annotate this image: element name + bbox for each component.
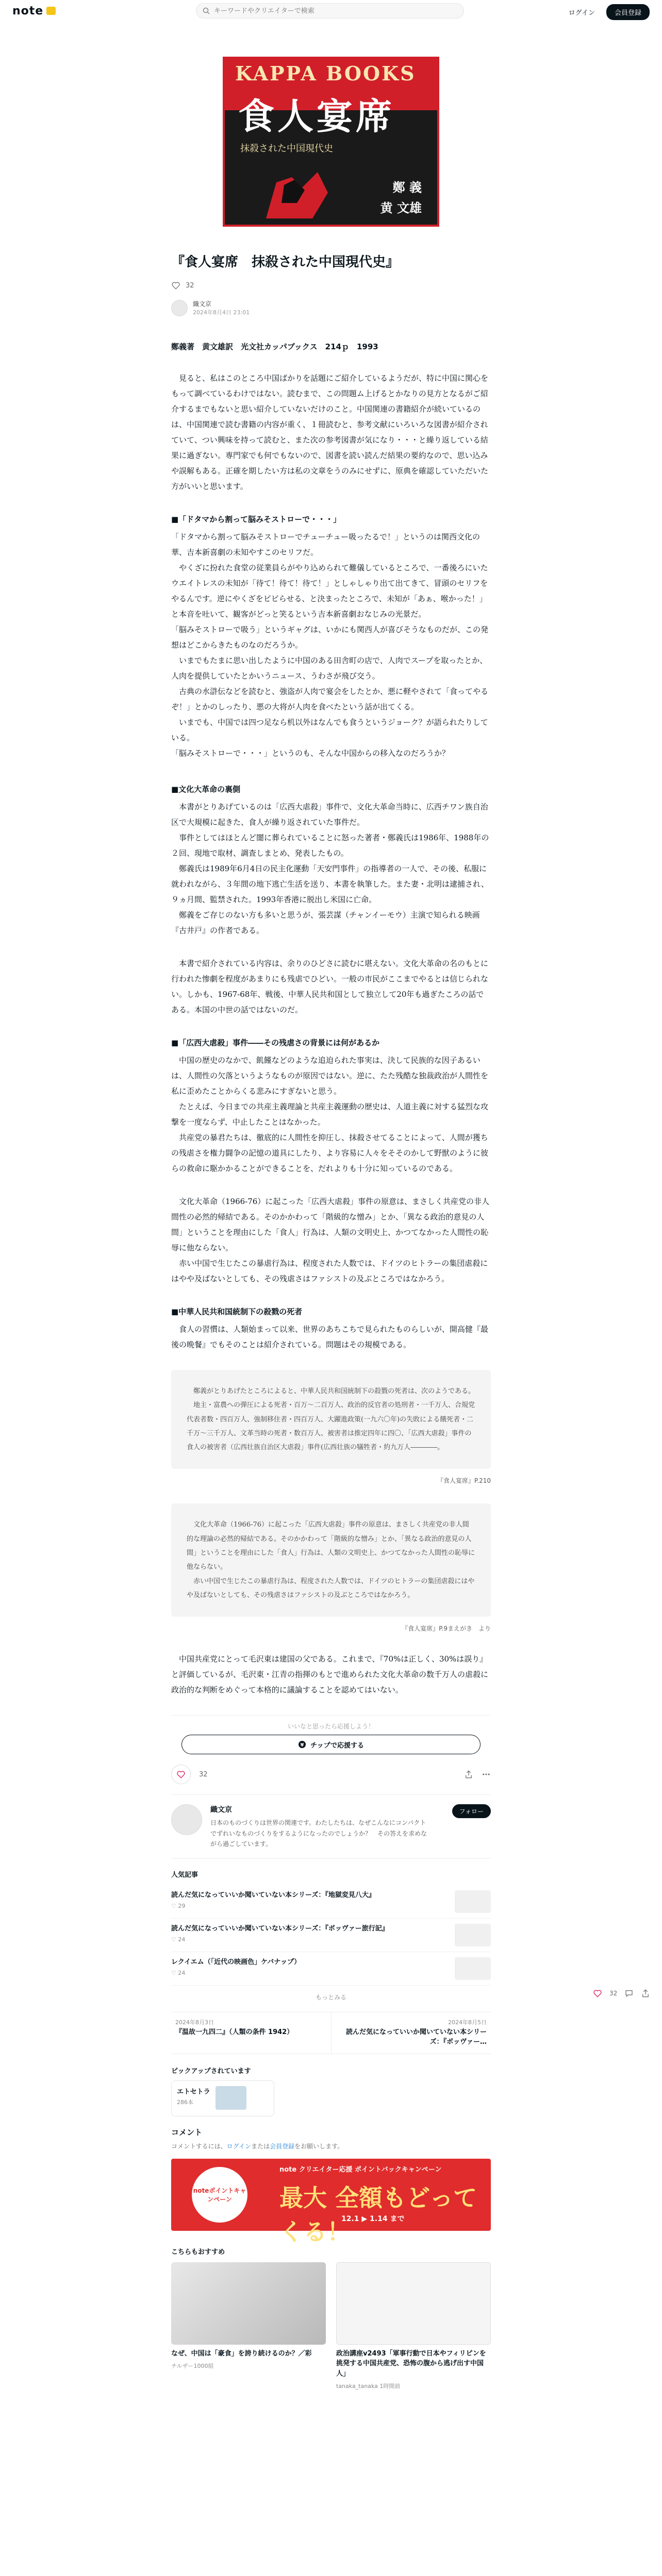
cover-title: 食人宴席 bbox=[238, 95, 395, 138]
pickup-card[interactable] bbox=[171, 2080, 274, 2116]
note-logo[interactable] bbox=[12, 5, 56, 18]
logo-text: note bbox=[12, 4, 44, 18]
search-box[interactable] bbox=[196, 3, 464, 19]
next-article-link[interactable] bbox=[331, 2012, 491, 2054]
section-heading-2: ■文化大革命の裏側 bbox=[171, 785, 241, 794]
svg-text:¥: ¥ bbox=[300, 1742, 304, 1749]
signup-button[interactable]: 会員登録 bbox=[606, 4, 650, 20]
author-card-name[interactable]: 織文京 bbox=[210, 1806, 232, 1815]
next-article-title: 読んだ気になっていいか聞いていない本シリーズ：『ボッヴァー… bbox=[345, 2028, 487, 2046]
float-share-icon[interactable] bbox=[641, 1989, 650, 1998]
comments-login-link[interactable]: ログイン bbox=[226, 2142, 252, 2150]
action-like-count: 32 bbox=[199, 1770, 208, 1778]
popular-item-likes: ♡ 24 bbox=[171, 1969, 186, 1976]
more-link[interactable]: もっとみる bbox=[315, 1994, 346, 2002]
section-heading-1: ■「ドタマから割って脳みそストローで・・・」 bbox=[171, 515, 341, 524]
heart-mini-icon: ♡ bbox=[171, 1936, 178, 1943]
paragraph-cultural-revolution: 本書がとりあげているのは「広西大虐殺」事件で、文化大革命当時に、広西チワン族自治区で大規模に起きた、食人が繰り返されていた事件だ。 事件としてはほとんど闇に葬られていることに怒った著者・鄭義氏は1986年、1988年の２回、現地で取材、調査しまとめ、発表したもの。 鄭義氏は1989年6月4日の民主化運動「天安門事件」の指導者の一人で、その後、私服に就われながら、３年間の地下逃亡生活を送り、本書を執筆した。また妻・北明は逮捕され、９ヵ月間、監禁された。1993年香港に脱出し米国に亡命。 鄭義をご存じのない方も多いと思うが、張芸謀（チャンイーモウ）主演で知られる映画『古井戸』の作者である。 bbox=[171, 802, 489, 935]
banner-circle: noteポイントキャンペーン bbox=[192, 2167, 247, 2223]
popular-item-likes: ♡ 29 bbox=[171, 1902, 186, 1909]
author-avatar[interactable] bbox=[171, 300, 188, 316]
cover-author-2: 黄 文雄 bbox=[380, 200, 422, 215]
comments-title: コメント bbox=[171, 2127, 203, 2137]
recommend-card[interactable] bbox=[336, 2262, 491, 2391]
comments-prompt: コメントするには、ログインまたは会員登録をお願いします。 bbox=[171, 2142, 344, 2150]
recommend-card[interactable] bbox=[171, 2262, 326, 2391]
author-card-avatar[interactable] bbox=[171, 1804, 202, 1835]
comments-signup-link[interactable]: 会員登録 bbox=[270, 2142, 295, 2150]
list-item[interactable] bbox=[171, 1885, 491, 1919]
follow-button[interactable]: フォロー bbox=[452, 1804, 491, 1818]
like-button[interactable] bbox=[171, 1765, 191, 1784]
pickup-thumb bbox=[216, 2086, 246, 2110]
banner-top-text: note クリエイター応援 ポイントバックキャンペーン bbox=[279, 2165, 442, 2174]
like-count: 32 bbox=[186, 281, 194, 290]
recommend-title: こちらもおすすめ bbox=[171, 2248, 225, 2256]
recommend-thumb bbox=[336, 2262, 491, 2345]
tip-icon bbox=[298, 1740, 306, 1749]
popular-title: 人気記事 bbox=[171, 1871, 198, 1879]
recommend-author: tanaka_tanaka 1時間前 bbox=[336, 2383, 401, 2390]
popular-item-thumb bbox=[455, 1890, 491, 1913]
float-heart-icon[interactable] bbox=[593, 1989, 602, 1998]
quote-source-2: 『食人宴席』P.9まえがき より bbox=[402, 1625, 491, 1633]
popular-item-title: 読んだ気になっていいか聞いていない本シリーズ：『地獄変見八大』 bbox=[171, 1891, 375, 1900]
article-meta bbox=[171, 281, 491, 290]
logo-badge-icon bbox=[46, 7, 56, 15]
cover-fist-art bbox=[256, 162, 333, 224]
pickup-count: 286本 bbox=[177, 2098, 193, 2106]
paragraph-conclusion: 中国共産党にとって毛沢東は建国の父である。これまで、『70%は正しく、30%は誤り』と評価しているが、毛沢東・江青の指揮のもとで進められた文化大革命の数千万人の虐殺に政治的な判断をめぐって本格的に議論することを認めてはいない。 bbox=[171, 1654, 489, 1695]
quote-block-2: 文化大革命（1966-76）に起こった「広西大虐殺」事件の原意は、まさしく共産党の非人間的な理論の必然的帰結である。そのかかわって「階級的な憎み」とか、「異なる政治的意見の人間」ということを理由にした「食人」行為は、人類の文明史上、かつてなかった人間性の恥辱に他ならない。 赤い中国で生じたこの暴虐行為は、程度された人数では、ドイツのヒトラーの集団虐殺にはやや及ばないとしても、その残虐さはファシストの及ぶところではなかろう。 bbox=[171, 1503, 491, 1617]
popular-list bbox=[171, 1885, 491, 1986]
heart-icon[interactable] bbox=[171, 281, 180, 290]
recommend-thumb bbox=[171, 2262, 326, 2345]
tip-button-label: チップで応援する bbox=[310, 1741, 364, 1750]
quote-source-1: 『食人宴席』P.210 bbox=[437, 1477, 491, 1485]
book-info-heading: 鄭義著 黄文雄訳 光文社カッパブックス 214ｐ 1993 bbox=[171, 342, 378, 351]
author-name[interactable]: 織文京 bbox=[193, 300, 212, 308]
heart-mini-icon: ♡ bbox=[171, 1902, 178, 1909]
author-card-bio: 日本のものづくりは世界の関連です。わたしたちは、なぜこんなにコンパクトでずれいなものづくりをするようになったのでしょうか？ その答えを求めながら過ごしています。 bbox=[210, 1819, 427, 1848]
section-heading-4: ■中華人民共和国統制下の殺戮の死者 bbox=[171, 1307, 303, 1316]
prev-article-link[interactable] bbox=[171, 2012, 331, 2054]
campaign-banner[interactable] bbox=[171, 2159, 491, 2246]
search-icon bbox=[203, 7, 210, 14]
author-row bbox=[171, 299, 491, 316]
heart-outline-icon bbox=[176, 1770, 186, 1779]
prev-article-date: 2024年8月3日 bbox=[175, 2019, 214, 2026]
heart-mini-icon: ♡ bbox=[171, 1969, 178, 1976]
action-row bbox=[171, 1765, 491, 1784]
cover-author-1: 鄭 義 bbox=[392, 180, 422, 195]
list-item[interactable] bbox=[171, 1919, 491, 1952]
search-input[interactable] bbox=[214, 7, 451, 15]
floating-actions bbox=[593, 1989, 650, 1998]
recommend-title-text: 政治講座v2493「軍事行動で日本やフィリピンを挑発する中国共産党、恐怖の腹から逃げ出す中国人」 bbox=[336, 2349, 486, 2378]
article-body bbox=[171, 252, 491, 2390]
share-icon[interactable] bbox=[464, 1770, 473, 1779]
support-text: いいなと思ったら応援しよう！ bbox=[287, 1723, 374, 1731]
book-cover-image bbox=[223, 57, 439, 227]
popular-item-title: レクイエム（「近代の映画色」ケバナップ） bbox=[171, 1958, 301, 1967]
prev-next-nav bbox=[171, 2012, 491, 2054]
quote-block-1: 鄭義がとりあげたところによると、中華人民共和国統制下の殺戮の死者は、次のようである。 地主・富農への弾圧による死者・百万〜二百万人、政治的反官者の処刑者・一千万人、合規党代表者数・四百万人、強制移住者・四百万人、大躍進政策(一九六〇年)の失敗による餓死者・二千万〜三千万人、文革当時の死者・数百万人、被害者は推定四年に四〇、「広西大虐殺」事件の食人の被害者（広西壮族自治区大虐殺」事件(広西壮族の犠牲者・約九万人――――。 bbox=[171, 1370, 491, 1469]
paragraph-intro: 見ると、私はこのところ中国ばかりを話題にご紹介しているようだが、特に中国に関心をもって調べているわけではない。読むまで、この問題ム上げるとかなりの見方となるがご紹介するまでもないと思い紹介していないだけのこと。中国関連の書籍紹介が続いているのは、中国関連で読む書籍の内容が重く、１冊読むと、参考文献にいろいろな図書が紹介されていて、つい興味を持って読むと、また次の参考図書が気になり・・・と繰り返している結果に過ぎない。専門家でも何でもないので、図書を読い読んだ結果の要約なので、思い込みや誤解もある。正確を期したい方は私の文章をうのみにせずに、原典を確認していただいた方がいいと思います。 bbox=[171, 374, 489, 491]
paragraph-brain-straw: 「ドタマから割って脳みそストローでチューチュー吸ったるで！」というのは関西文化の華、吉本新喜劇の未知やすこのセリフだ。 やくざに扮れた食堂の従業員らがやり込められて難儀しているところで、一番後ろにいたウエイトレスの未知が「待て！待て！待て！」としゃしゃり出て出てきて、冒頭のセリフをやるんです。逆にやくざをビビらせる、と決まったところで、未知が「あぁ、喉かった！」と本音を吐いて、観客がどっと笑るという吉本新喜劇おなじみの光景だ。 「脳みそストローで吸う」というギャグは、いかにも関西人が喜びそうなものだが、この発想はどこからきたものなのだろうか。 いまでもたまに思い出したように中国のある田舎町の店で、人肉でスープを取ったとか、人肉を提供していたとかいうニュース、うわさが飛び交う。 古典の水滸伝などを読むと、強盗が人肉で宴会をしたとか、悪に軽やされて「食ってやるぞ！」とかのしったり、悪の大将が人肉を食べたという話が出てくる。 いまでも、中国では四つ足なら机以外はなんでも食うというジョーク？が語られたりしている。 「脳みそストローで・・・」というのも、そんな中国からの移入なのだろうか？ bbox=[171, 532, 489, 758]
recommend-title-text: なぜ、中国は「豪食」を誇り続けるのか？／彩 bbox=[171, 2349, 312, 2358]
tip-button[interactable] bbox=[181, 1735, 481, 1754]
article-title: 『食人宴席 抹殺された中国現代史』 bbox=[171, 255, 400, 270]
prev-article-title: 『温故一九四二』（人類の条件 1942） bbox=[175, 2028, 294, 2036]
paragraph-massacre: 文化大革命（1966-76）に起こった「広西大虐殺」事件の原意は、まさしく共産党の非人間性の必然的帰結である。そのかかわって「階級的な憎み」とか、「異なる政治的意見の人間」ということを理由にした「食人」行為は、人類の文明史上、かつてなかった人間性の恥辱に他ならない。 赤い中国で生じたこの暴虐行為は、程度された人数では、ドイツのヒトラーの集団虐殺にはやや及ばないとしても、その残虐さはファシストの及ぶところではなかろう。 bbox=[171, 1197, 490, 1283]
popular-item-thumb bbox=[455, 1957, 491, 1980]
popular-item-title: 読んだ気になっていいか聞いていない本シリーズ：『ボッヴァー旅行記』 bbox=[171, 1925, 389, 1933]
more-icon[interactable] bbox=[482, 1770, 491, 1779]
popular-item-thumb bbox=[455, 1924, 491, 1946]
site-header bbox=[0, 0, 662, 22]
banner-main-text: 最大 全額もどってくる！ bbox=[279, 2183, 477, 2246]
float-like-count: 32 bbox=[609, 1990, 618, 1997]
list-item[interactable] bbox=[171, 1952, 491, 1986]
next-article-date: 2024年8月5日 bbox=[448, 2019, 487, 2026]
support-box bbox=[171, 1715, 491, 1754]
paragraph-content-summary: 本書で紹介されている内容は、余りのひどさに読むに堪えない。文化大革命の名のもとに行われた惨劇を程度があまりにも残虐でひどい。一般の市民がここまでやるとは信じられない。しかも、1967-68年、戦後、中華人民共和国として独立して20年も過ぎたころの話である。本国の中世の話ではないのだ。 bbox=[171, 959, 489, 1014]
banner-date: 12.1 ▶ 1.14 まで bbox=[341, 2214, 405, 2223]
recommend-grid bbox=[171, 2262, 491, 2391]
pickup-title: ピックアップされています bbox=[171, 2067, 251, 2075]
cover-publisher: KAPPA BOOKS bbox=[235, 62, 416, 85]
paragraph-background: 中国の歴史のなかで、飢饉などのような追迫られた事実は、決して民族的な因子あるいは、人間性の欠落というようなものが原因ではない。逆に、たた残酷な独裁政治が人間性を私に歪めたことからくる悲みにすぎないと思う。 たとえば、今日までの共産主義理論と共産主義運動の歴史は、人道主義に対する猛烈な攻撃を一度ならず、中止したことはなかった。 共産党の暴君たちは、徹底的に人間性を抑圧し、抹殺させてることによって、人間が獲ちの残虐さを権力闘争の記憶の道具にしたり、より容易に人々をそそのかして野獣のように彼らの救命に駆かかることができることを、だれよりも十分に知っているのである。 bbox=[171, 1056, 489, 1173]
float-comment-icon[interactable] bbox=[624, 1989, 634, 1998]
pickup-name: エトセトラ bbox=[177, 2088, 210, 2096]
cover-subtitle: 抹殺された中国現代史 bbox=[240, 143, 333, 154]
section-heading-3: ■「広西大虐殺」事件――その残虐さの背景には何があるか bbox=[171, 1038, 380, 1047]
paragraph-cannibal-custom: 食人の習慣は、人類始まって以来、世界のあちこちで見られたものらしいが、開高健『最後の晩餐』でもそのことは紹介されている。問題はその規模である。 bbox=[171, 1325, 488, 1349]
recommend-author: チルザー1000組 bbox=[171, 2363, 214, 2370]
popular-item-likes: ♡ 24 bbox=[171, 1936, 186, 1943]
login-button[interactable]: ログイン bbox=[568, 9, 595, 17]
author-card bbox=[171, 1794, 491, 1859]
post-date: 2024年8月4日 23:01 bbox=[193, 309, 250, 316]
